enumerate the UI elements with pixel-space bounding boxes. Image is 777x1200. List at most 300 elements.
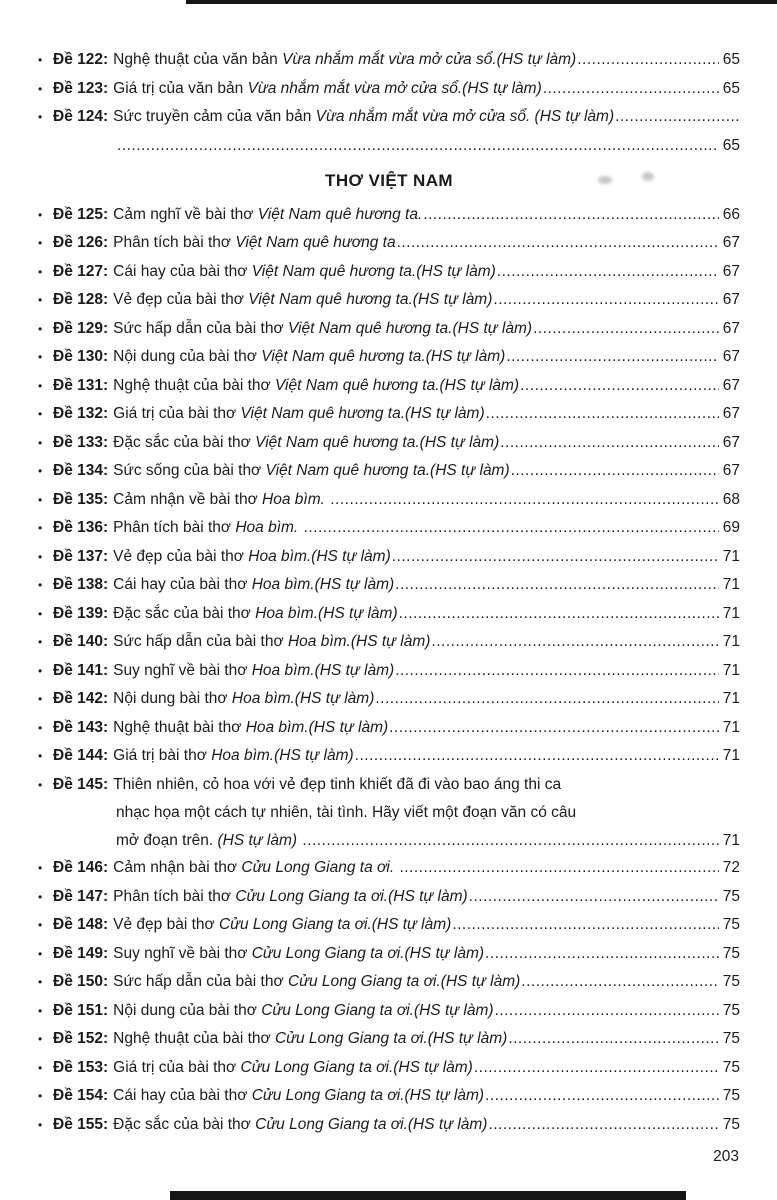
entry-label: Đề 136: [53,519,109,536]
work-title: Việt Nam quê hương ta.(HS tự làm) [255,433,500,451]
bullet-icon: • [38,918,43,932]
entry-label: Đề 128: [53,291,109,308]
entry-text [116,827,301,855]
dot-leader [395,571,719,599]
work-title: Việt Nam quê hương ta.(HS tự làm) [251,262,496,280]
entry-page-number: 75 [722,1058,740,1076]
entry-text [113,771,561,799]
entry-label: Đề 126: [53,234,109,251]
toc-line [38,742,740,771]
toc-line [38,968,740,997]
entry-label: Đề 124: [53,108,109,125]
entry-page-number: 75 [722,973,740,990]
bullet-icon: • [38,407,43,421]
toc-entry [38,940,740,969]
entry-text [113,1025,507,1053]
dot-leader [506,343,718,371]
entry-label: Đề 141: [53,661,109,679]
toc-entry [38,628,740,657]
toc-line [38,685,740,714]
dot-leader [533,315,719,343]
dot-leader [392,543,719,571]
bullet-icon: • [38,435,43,450]
work-title: (HS tự làm) [217,831,302,849]
dot-leader [497,258,719,286]
toc-entry [38,343,740,372]
entry-label: Đề 153: [53,1058,109,1076]
dot-leader [485,940,719,968]
work-title: Việt Nam quê hương ta.(HS tự làm) [287,319,533,337]
entry-text-segment: Nghệ thuật bài thơ [113,718,246,736]
dot-leader [500,429,719,457]
work-title: Việt Nam quê hương ta.(HS tự làm) [261,348,506,365]
entry-label: Đề 134: [53,462,109,479]
dot-leader [488,1111,718,1139]
work-title: Việt Nam quê hương ta [235,234,396,251]
entry-text [113,685,374,713]
dot-leader [511,457,719,485]
bullet-icon: • [38,635,43,649]
entry-text-segment: Sức hấp dẫn của bài thơ [113,973,288,990]
entry-text [113,1054,473,1082]
entry-text-segment: Nội dung của bài thơ [113,348,262,365]
dot-leader [395,657,719,685]
work-title: Cửu Long Giang ta ơi.(HS tự làm) [240,1058,473,1076]
bullet-icon: • [38,521,43,535]
dot-leader [615,103,739,131]
bullet-icon: • [38,663,43,678]
dot-leader [493,286,718,314]
entry-page-number: 67 [722,234,740,251]
work-title: Hoa bìm.(HS tự làm) [245,718,389,736]
work-title: Việt Nam quê hương ta. [257,205,423,223]
entry-text [116,799,576,827]
entry-page-number: 68 [722,490,740,508]
dot-leader [397,229,719,257]
toc-entry [38,286,740,315]
entry-page-number: 72 [722,859,740,876]
bullet-icon: • [38,1089,43,1103]
dot-leader [486,400,719,428]
entry-label: Đề 146: [53,859,109,876]
entry-text-segment: Đặc sắc của bài thơ [113,604,256,622]
entry-text-segment: Giá trị của văn bản [113,79,248,97]
toc-entry [38,685,740,714]
toc-line [38,940,740,969]
entry-page-number: 71 [722,661,740,679]
work-title: Cửu Long Giang ta ơi.(HS tự làm) [251,1087,485,1104]
entry-text-segment: Cái hay của bài thơ [113,576,252,593]
work-title: Cửu Long Giang ta ơi.(HS tự làm) [218,916,452,933]
toc-line [38,343,740,372]
toc-entry [38,1025,740,1054]
entry-page-number: 75 [722,1001,740,1019]
toc-entry [38,600,740,629]
bullet-icon: • [38,81,43,96]
entry-label: Đề 131: [53,376,109,394]
entry-text [113,343,505,371]
entry-page-number: 75 [722,1087,740,1104]
toc-line [38,286,740,315]
toc-line [38,628,740,657]
entry-label: Đề 151: [53,1001,109,1019]
work-title: Việt Nam quê hương ta.(HS tự làm) [240,405,485,422]
dot-leader [330,486,719,514]
dot-leader [485,1082,719,1110]
entry-page-number: 65 [722,136,740,154]
dot-leader [399,854,718,882]
entry-label: Đề 155: [53,1115,109,1133]
dot-leader [355,742,719,770]
entry-label: Đề 135: [53,490,109,508]
entry-page-number: 75 [722,1030,740,1047]
dot-leader [389,714,719,742]
toc-entry [38,75,740,104]
entry-label: Đề 145: [53,775,109,793]
toc-entry [38,429,740,458]
entry-text-segment: Giá trị bài thơ [113,747,212,764]
entry-text [113,46,576,74]
entry-text [113,400,484,428]
toc-line [38,883,740,912]
bullet-icon: • [38,1060,43,1075]
entry-text-segment: Sức truyền cảm của văn bản [113,108,316,125]
entry-page-number: 75 [722,944,740,962]
bullet-icon: • [38,692,43,706]
bullet-icon: • [38,1003,43,1018]
entry-text [113,1082,484,1110]
entry-text-segment: Đặc sắc của bài thơ [113,1115,256,1133]
scan-artifact-bottom [170,1191,686,1200]
work-title: Cửu Long Giang ta ơi.(HS tự làm) [287,973,521,990]
entry-label: Đề 130: [53,348,109,365]
toc-entry [38,46,740,75]
bullet-icon: • [38,975,43,989]
entry-label: Đề 133: [53,433,109,451]
dot-leader [508,1025,718,1053]
entry-text [113,911,451,939]
toc-line [38,543,740,572]
toc [38,46,740,1139]
work-title: Vừa nhắm mắt vừa mở cửa sổ. (HS tự làm) [315,108,615,125]
entry-page-number: 67 [722,376,740,394]
section-heading: THƠ VIỆT NAM [325,171,453,190]
toc-line [38,714,740,743]
work-title: Vừa nhắm mắt vừa mở cửa sổ.(HS tự làm) [247,79,542,97]
entry-text-segment: Cảm nhận về bài thơ [113,490,263,508]
toc-line [38,315,740,344]
bullet-icon: • [38,1032,43,1046]
toc-line [38,258,740,287]
work-title: Cửu Long Giang ta ơi.(HS tự làm) [251,944,485,962]
toc-entry [38,514,740,543]
entry-text-segment: Giá trị của bài thơ [113,1058,241,1076]
entry-page-number: 65 [722,51,740,68]
entry-page-number: 67 [722,433,740,451]
work-title: Hoa bìm. [262,490,330,508]
entry-page-number: 71 [722,547,740,565]
entry-page-number: 67 [722,405,740,422]
entry-text [113,229,395,257]
dot-leader [399,600,719,628]
entry-label: Đề 143: [53,718,109,736]
entry-text [113,657,394,685]
toc-entry [38,571,740,600]
toc-line [38,771,740,800]
bullet-icon: • [38,207,43,222]
entry-label: Đề 139: [53,604,109,622]
work-title: Hoa bìm.(HS tự làm) [211,747,354,764]
work-title: Cửu Long Giang ta ơi.(HS tự làm) [261,1001,494,1019]
entry-label: Đề 122: [53,51,109,68]
entry-label: Đề 148: [53,916,109,933]
work-title: Hoa bìm.(HS tự làm) [287,633,431,650]
dot-leader [375,685,718,713]
dot-leader [431,628,718,656]
toc-line [38,827,740,855]
entry-page-number: 65 [722,79,740,97]
entry-label: Đề 127: [53,262,109,280]
bullet-icon: • [38,293,43,307]
entry-text-segment: Nội dung bài thơ [113,690,232,707]
toc-line [38,486,740,515]
toc-entry [38,372,740,401]
entry-text [113,372,519,400]
work-title: Việt Nam quê hương ta.(HS tự làm) [248,291,493,308]
work-title: Cửu Long Giang ta ơi. [241,859,399,876]
toc-entry [38,457,740,486]
bullet-icon: • [38,861,43,875]
entry-text-segment: Vẻ đẹp của bài thơ [113,291,249,308]
entry-label: Đề 144: [53,747,109,764]
entry-label: Đề 142: [53,690,109,707]
dot-leader [117,132,719,160]
bullet-icon: • [38,464,43,478]
bullet-icon: • [38,350,43,364]
entry-text [113,628,430,656]
entry-text-segment: Phân tích bài thơ [113,887,236,905]
entry-text [113,883,468,911]
dot-leader [304,514,719,542]
toc-line [38,600,740,629]
page-number: 203 [713,1148,739,1165]
dot-leader [495,997,719,1025]
page-footer [713,1148,739,1166]
toc-entry [38,854,740,883]
entry-page-number: 67 [722,348,740,365]
entry-page-number: 71 [722,747,740,764]
bullet-icon: • [38,1117,43,1132]
entry-text-segment: Vẻ đẹp bài thơ [113,916,219,933]
entry-text [113,486,329,514]
entry-text [113,429,499,457]
work-title: Việt Nam quê hương ta.(HS tự làm) [265,462,510,479]
toc-line [38,571,740,600]
toc-entry [38,968,740,997]
entry-page-number: 71 [722,633,740,650]
entry-label: Đề 138: [53,576,109,593]
toc-entry [38,883,740,912]
toc-entry [38,400,740,429]
work-title: Hoa bìm.(HS tự làm) [231,690,375,707]
toc-entry [38,1111,740,1140]
entry-text-segment: Vẻ đẹp của bài thơ [113,547,249,565]
entry-page-number: 71 [722,831,740,849]
entry-text-segment: Phân tích bài thơ [113,234,236,251]
dot-leader [423,201,718,229]
dot-leader [577,46,719,74]
toc-line [38,514,740,543]
work-title: Việt Nam quê hương ta.(HS tự làm) [274,376,520,394]
entry-page-number: 75 [722,1115,740,1133]
work-title: Hoa bìm.(HS tự làm) [248,547,391,565]
entry-text [113,714,388,742]
entry-text [113,457,509,485]
bullet-icon: • [38,606,43,621]
toc-line [38,854,740,883]
toc-entry [38,997,740,1026]
bullet-icon: • [38,889,43,904]
entry-text [113,997,493,1025]
bullet-icon: • [38,777,43,792]
entry-page-number: 71 [722,604,740,622]
work-title: Hoa bìm. [235,519,303,536]
toc-line [38,132,740,160]
bullet-icon: • [38,492,43,507]
entry-text [113,201,422,229]
entry-text [113,600,397,628]
toc-line [38,400,740,429]
bullet-icon: • [38,321,43,336]
entry-text-segment: nhạc họa một cách tự nhiên, tài tình. Hãy viết một đoạn văn có câu [116,804,577,821]
work-title: Cửu Long Giang ta ơi.(HS tự làm) [235,887,468,905]
entry-text-segment: Nghệ thuật của bài thơ [113,1030,275,1047]
entry-label: Đề 137: [53,547,109,565]
bullet-icon: • [38,378,43,393]
entry-text [113,1111,487,1139]
toc-line [38,372,740,401]
entry-page-number: 69 [722,519,740,536]
entry-text-segment: Phân tích bài thơ [113,519,236,536]
toc-entry [38,1082,740,1111]
work-title: Cửu Long Giang ta ơi.(HS tự làm) [255,1115,488,1133]
toc-line [38,429,740,458]
bullet-icon: • [38,578,43,592]
work-title: Vừa nhắm mắt vừa mở cửa sổ.(HS tự làm) [282,51,577,68]
entry-text [113,854,398,882]
entry-page-number: 66 [722,205,740,223]
entry-page-number: 67 [722,462,740,479]
entry-text-segment: Sức sống của bài thơ [113,462,266,479]
work-title: Hoa bìm.(HS tự làm) [251,576,395,593]
entry-text [113,75,542,103]
toc-line [38,75,740,104]
entry-label: Đề 129: [53,319,109,337]
toc-entry [38,486,740,515]
work-title: Hoa bìm.(HS tự làm) [255,604,398,622]
toc-line [38,1082,740,1111]
dot-leader [521,968,718,996]
toc-entry [38,201,740,230]
entry-text-segment: mở đoạn trên. [116,831,218,849]
toc-entry [38,315,740,344]
entry-text-segment: Thiên nhiên, cỏ hoa với vẻ đẹp tinh khiết đã đi vào bao áng thi ca [113,775,562,793]
bullet-icon: • [38,236,43,250]
entry-text [113,286,492,314]
entry-text [113,103,614,131]
entry-text [113,940,484,968]
entry-label: Đề 132: [53,405,109,422]
entry-label: Đề 154: [53,1087,109,1104]
toc-entry [38,258,740,287]
entry-text-segment: Đặc sắc của bài thơ [113,433,256,451]
toc-entry [38,103,740,159]
entry-text-segment: Sức hấp dẫn của bài thơ [113,319,288,337]
dot-leader [452,911,718,939]
dot-leader [474,1054,719,1082]
scan-artifact-top [186,0,777,4]
bullet-icon: • [38,720,43,735]
entry-text [113,968,520,996]
entry-text-segment: Cảm nhận bài thơ [113,859,242,876]
entry-text-segment: Nghệ thuật của bài thơ [113,376,275,394]
entry-label: Đề 152: [53,1030,109,1047]
toc-line [38,457,740,486]
dot-leader [469,883,719,911]
toc-entry [38,229,740,258]
toc-line [38,657,740,686]
toc-line [38,997,740,1026]
toc-entry [38,657,740,686]
entry-label: Đề 140: [53,633,109,650]
toc-line [38,201,740,230]
entry-text-segment: Giá trị của bài thơ [113,405,241,422]
entry-text [113,571,394,599]
toc-line [38,1054,740,1083]
toc-entry [38,714,740,743]
entry-page-number: 67 [722,319,740,337]
toc-line [38,46,740,75]
toc-entry [38,742,740,771]
bullet-icon: • [38,264,43,279]
entry-page-number: 71 [722,576,740,593]
entry-text [113,315,532,343]
entry-page-number: 67 [722,291,740,308]
bullet-icon: • [38,110,43,124]
entry-text [113,543,391,571]
work-title: Hoa bìm.(HS tự làm) [251,661,395,679]
bullet-icon: • [38,549,43,564]
entry-label: Đề 149: [53,944,109,962]
entry-text [113,514,302,542]
entry-page-number: 75 [722,916,740,933]
entry-text-segment: Suy nghĩ về bài thơ [113,944,252,962]
entry-page-number: 71 [722,718,740,736]
scan-noise [642,172,654,181]
work-title: Cửu Long Giang ta ơi.(HS tự làm) [274,1030,508,1047]
dot-leader [520,372,719,400]
toc-line [38,229,740,258]
entry-text-segment: Suy nghĩ về bài thơ [113,661,252,679]
entry-text-segment: Cái hay của bài thơ [113,1087,252,1104]
dot-leader [302,827,718,855]
toc-line [38,911,740,940]
dot-leader [543,75,719,103]
entry-text-segment: Sức hấp dẫn của bài thơ [113,633,288,650]
bullet-icon: • [38,53,43,67]
bullet-icon: • [38,946,43,961]
entry-text [113,258,496,286]
